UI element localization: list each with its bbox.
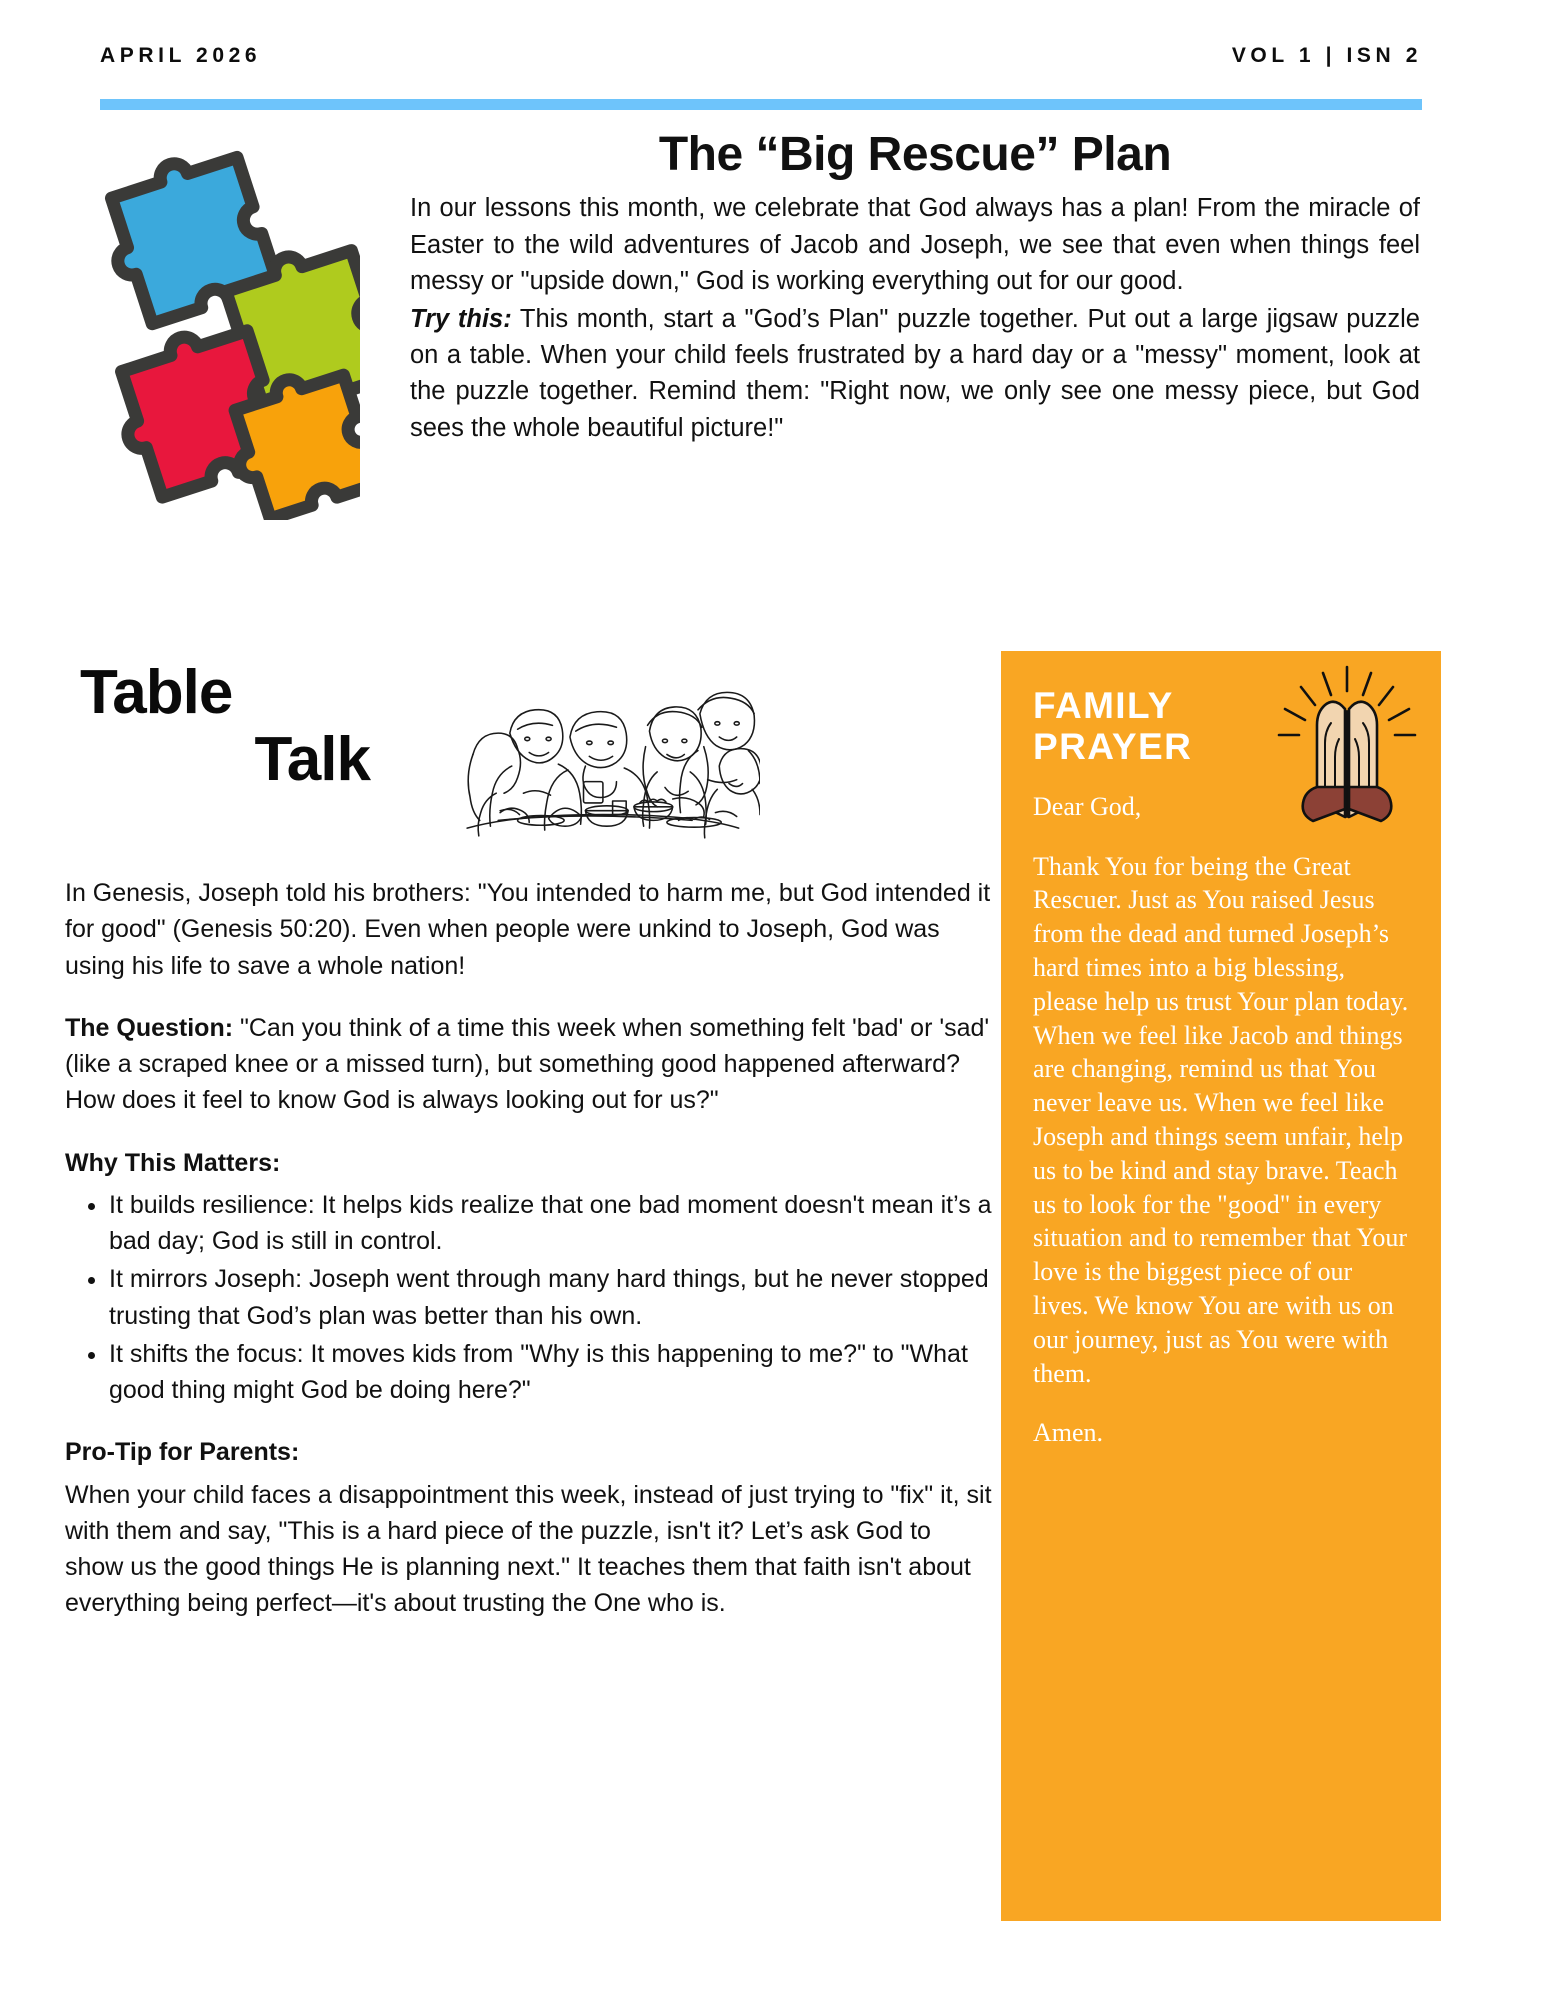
- volume-issue: VOL 1 | ISN 2: [1231, 44, 1422, 67]
- headline-block: [410, 130, 1420, 446]
- pro-tip-paragraph: When your child faces a disappointment this week, instead of just trying to "fix" it, sit with them and say, "This is a hard piece of the puzzle, isn't it? Let’s ask God to show us the good things He is planning next." It teaches them that faith isn't about everything being perfect—it's about trusting the One who is.: [65, 1480, 992, 1618]
- table-talk-title-line1: Table: [80, 658, 233, 727]
- masthead-rule: [100, 99, 1422, 110]
- try-this-label: Try this:: [410, 305, 512, 333]
- prayer-salutation: Dear God,: [1033, 791, 1142, 821]
- family-prayer-title-line2: PRAYER: [1033, 726, 1193, 768]
- the-question-label: The Question:: [65, 1013, 234, 1042]
- issue-date: APRIL 2026: [100, 44, 262, 67]
- the-question-text: "Can you think of a time this week when something felt 'bad' or 'sad' (like a scraped knee or a missed turn), but something good happened afterward? How does it feel to know God is always looking out for us?": [65, 1013, 990, 1115]
- the-question-paragraph: [65, 1010, 995, 1119]
- table-talk-title: [80, 660, 370, 794]
- masthead: [100, 44, 1422, 68]
- table-talk-title-line2: Talk: [254, 724, 370, 794]
- list-item: • It mirrors Joseph: Joseph went through many hard things, but he never stopped trusting that God’s plan was better than his own.: [109, 1261, 995, 1334]
- why-this-matters-list: [65, 1187, 995, 1409]
- prayer-closing: Amen.: [1033, 1418, 1104, 1448]
- family-prayer-panel: [1001, 651, 1441, 1921]
- family-prayer-title: [1033, 685, 1273, 768]
- family-prayer-title-line1: FAMILY: [1033, 685, 1174, 726]
- why-this-matters-heading: Why This Matters:: [65, 1148, 281, 1177]
- try-this-text: This month, start a "God’s Plan" puzzle together. Put out a large jigsaw puzzle on a table. When your child feels frustrated by a hard day or a "messy" moment, look at the puzzle together. Remind them: "Right now, we only see one messy piece, but God sees the whole beautiful picture!": [410, 305, 1420, 442]
- praying-hands-icon: [1267, 665, 1427, 825]
- list-item: • It shifts the focus: It moves kids from "Why is this happening to me?" to "What good thing might God be doing here?": [109, 1336, 995, 1409]
- scripture-paragraph: In Genesis, Joseph told his brothers: "You intended to harm me, but God intended it for good" (Genesis 50:20). Even when people were unkind to Joseph, God was using his life to save a whole nation!: [65, 879, 991, 980]
- try-this-paragraph: [410, 301, 1420, 446]
- table-talk-body: [65, 875, 995, 1648]
- pro-tip-heading: Pro-Tip for Parents:: [65, 1438, 300, 1467]
- puzzle-pieces-icon: [100, 140, 360, 520]
- intro-paragraph: In our lessons this month, we celebrate that God always has a plan! From the miracle of Easter to the wild adventures of Jacob and Joseph, we see that even when things feel messy or "upside down," God is working everything out for our good.: [410, 194, 1420, 295]
- family-dinner-illustration: [440, 665, 760, 840]
- prayer-body-text: Thank You for being the Great Rescuer. Just as You raised Jesus from the dead and turned Joseph’s hard times into a big blessing, please help us trust Your plan today. When we feel like Jacob and things are changing, remind us that You never leave us. When we feel like Joseph and things seem unfair, help us to be kind and stay brave. Teach us to look for the "good" in every situation and to remember that Your love is the biggest piece of our lives. We know You are with us on our journey, just as You were with them.: [1033, 851, 1409, 1388]
- page-title: The “Big Rescue” Plan: [658, 128, 1172, 181]
- feature-section: [0, 130, 1545, 530]
- list-item: • It builds resilience: It helps kids realize that one bad moment doesn't mean it’s a bad day; God is still in control.: [109, 1187, 995, 1260]
